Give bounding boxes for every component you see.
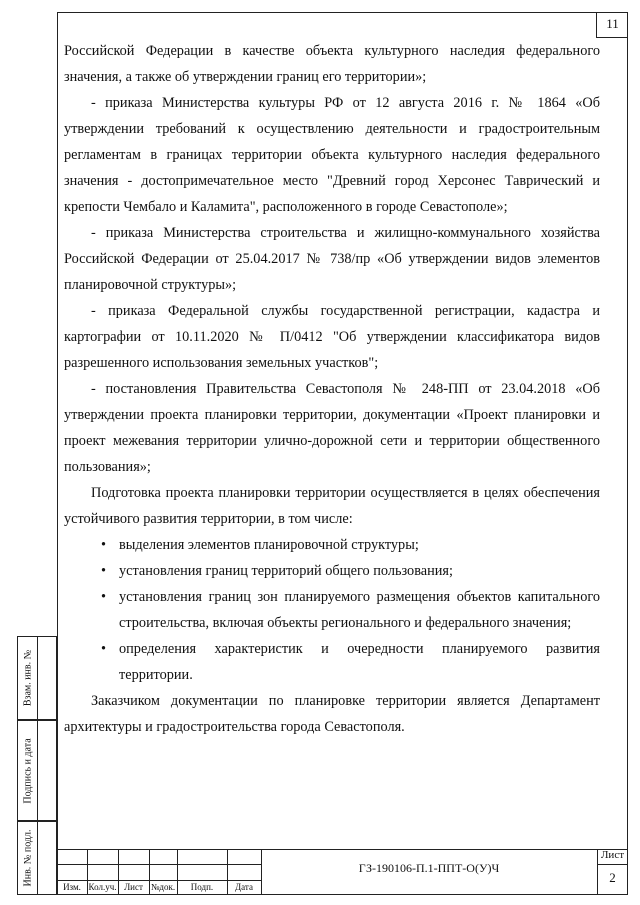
document-body <box>64 38 600 740</box>
sheet-number: 2 <box>609 870 616 885</box>
paragraph: - приказа Министерства строительства и жилищно-коммунального хозяйства Российской Федерации от 25.04.2017 № 738/пр «Об утверждении видов элементов планировочной структуры»; <box>64 225 600 293</box>
side-label: Подпись и дата <box>22 737 33 804</box>
side-box-replacement <box>17 636 57 720</box>
list-item <box>64 636 600 688</box>
side-box-inventory <box>17 821 57 895</box>
stamp-header: Дата <box>235 882 253 892</box>
document-code: ГЗ-190106-П.1-ППТ-О(У)Ч <box>358 861 500 875</box>
bullet-list <box>64 532 600 688</box>
paragraph: - приказа Министерства культуры РФ от 12 августа 2016 г. № 1864 «Об утверждении требований к осуществлению деятельности и градостроительным регламентам в границах территории объекта культурного наследия федерального значения - достопримечательное место "Древний город Херсонес Таврический и крепости Чембало и Каламита", расположенного в городе Севастополе»; <box>64 95 600 215</box>
closing-paragraph: Заказчиком документации по планировке территории является Департамент архитектуры и градостроительства города Севастополя. <box>64 693 600 735</box>
stamp-header: Изм. <box>63 882 81 892</box>
list-item-text: установления границ территорий общего пользования; <box>119 563 453 579</box>
list-item-text: выделения элементов планировочной структуры; <box>119 537 419 553</box>
paragraph: Российской Федерации в качестве объекта культурного наследия федерального значения, а также об утверждении границ его территории»; <box>64 43 600 85</box>
side-box-signature <box>17 720 57 821</box>
title-block <box>57 849 628 895</box>
list-item <box>64 558 600 584</box>
paragraph: - приказа Федеральной службы государственной регистрации, кадастра и картографии от 10.11.2020 № П/0412 "Об утверждении классификатора видов разрешенного использования земельных участков"; <box>64 303 600 371</box>
paragraph: Подготовка проекта планировки территории осуществляется в целях обеспечения устойчивого развития территории, в том числе: <box>64 485 600 527</box>
stamp-header: Подп. <box>190 882 214 892</box>
bullet-icon: • <box>101 537 107 553</box>
side-label: Взам. инв. № <box>22 649 33 707</box>
stamp-header: Кол.уч. <box>88 882 117 892</box>
list-item-text: установления границ зон планируемого размещения объектов капитального строительства, включая объекты регионального и федерального значения; <box>119 589 600 631</box>
page-number: 11 <box>596 12 628 38</box>
stamp-header: Лист <box>124 882 143 892</box>
sheet-label: Лист <box>600 849 625 861</box>
bullet-icon: • <box>101 589 107 605</box>
side-label: Инв. № подл. <box>22 829 33 887</box>
list-item <box>64 532 600 558</box>
stamp-header: №док. <box>150 882 176 892</box>
bullet-icon: • <box>101 641 107 657</box>
paragraph: - постановления Правительства Севастополя № 248-ПП от 23.04.2018 «Об утверждении проекта планировки территории, документации «Проект планировки и проект межевания территории улично-дорожной сети и территории общественного пользования»; <box>64 381 600 475</box>
bullet-icon: • <box>101 563 107 579</box>
list-item-text: определения характеристик и очередности планируемого развития территории. <box>119 641 600 683</box>
list-item <box>64 584 600 636</box>
